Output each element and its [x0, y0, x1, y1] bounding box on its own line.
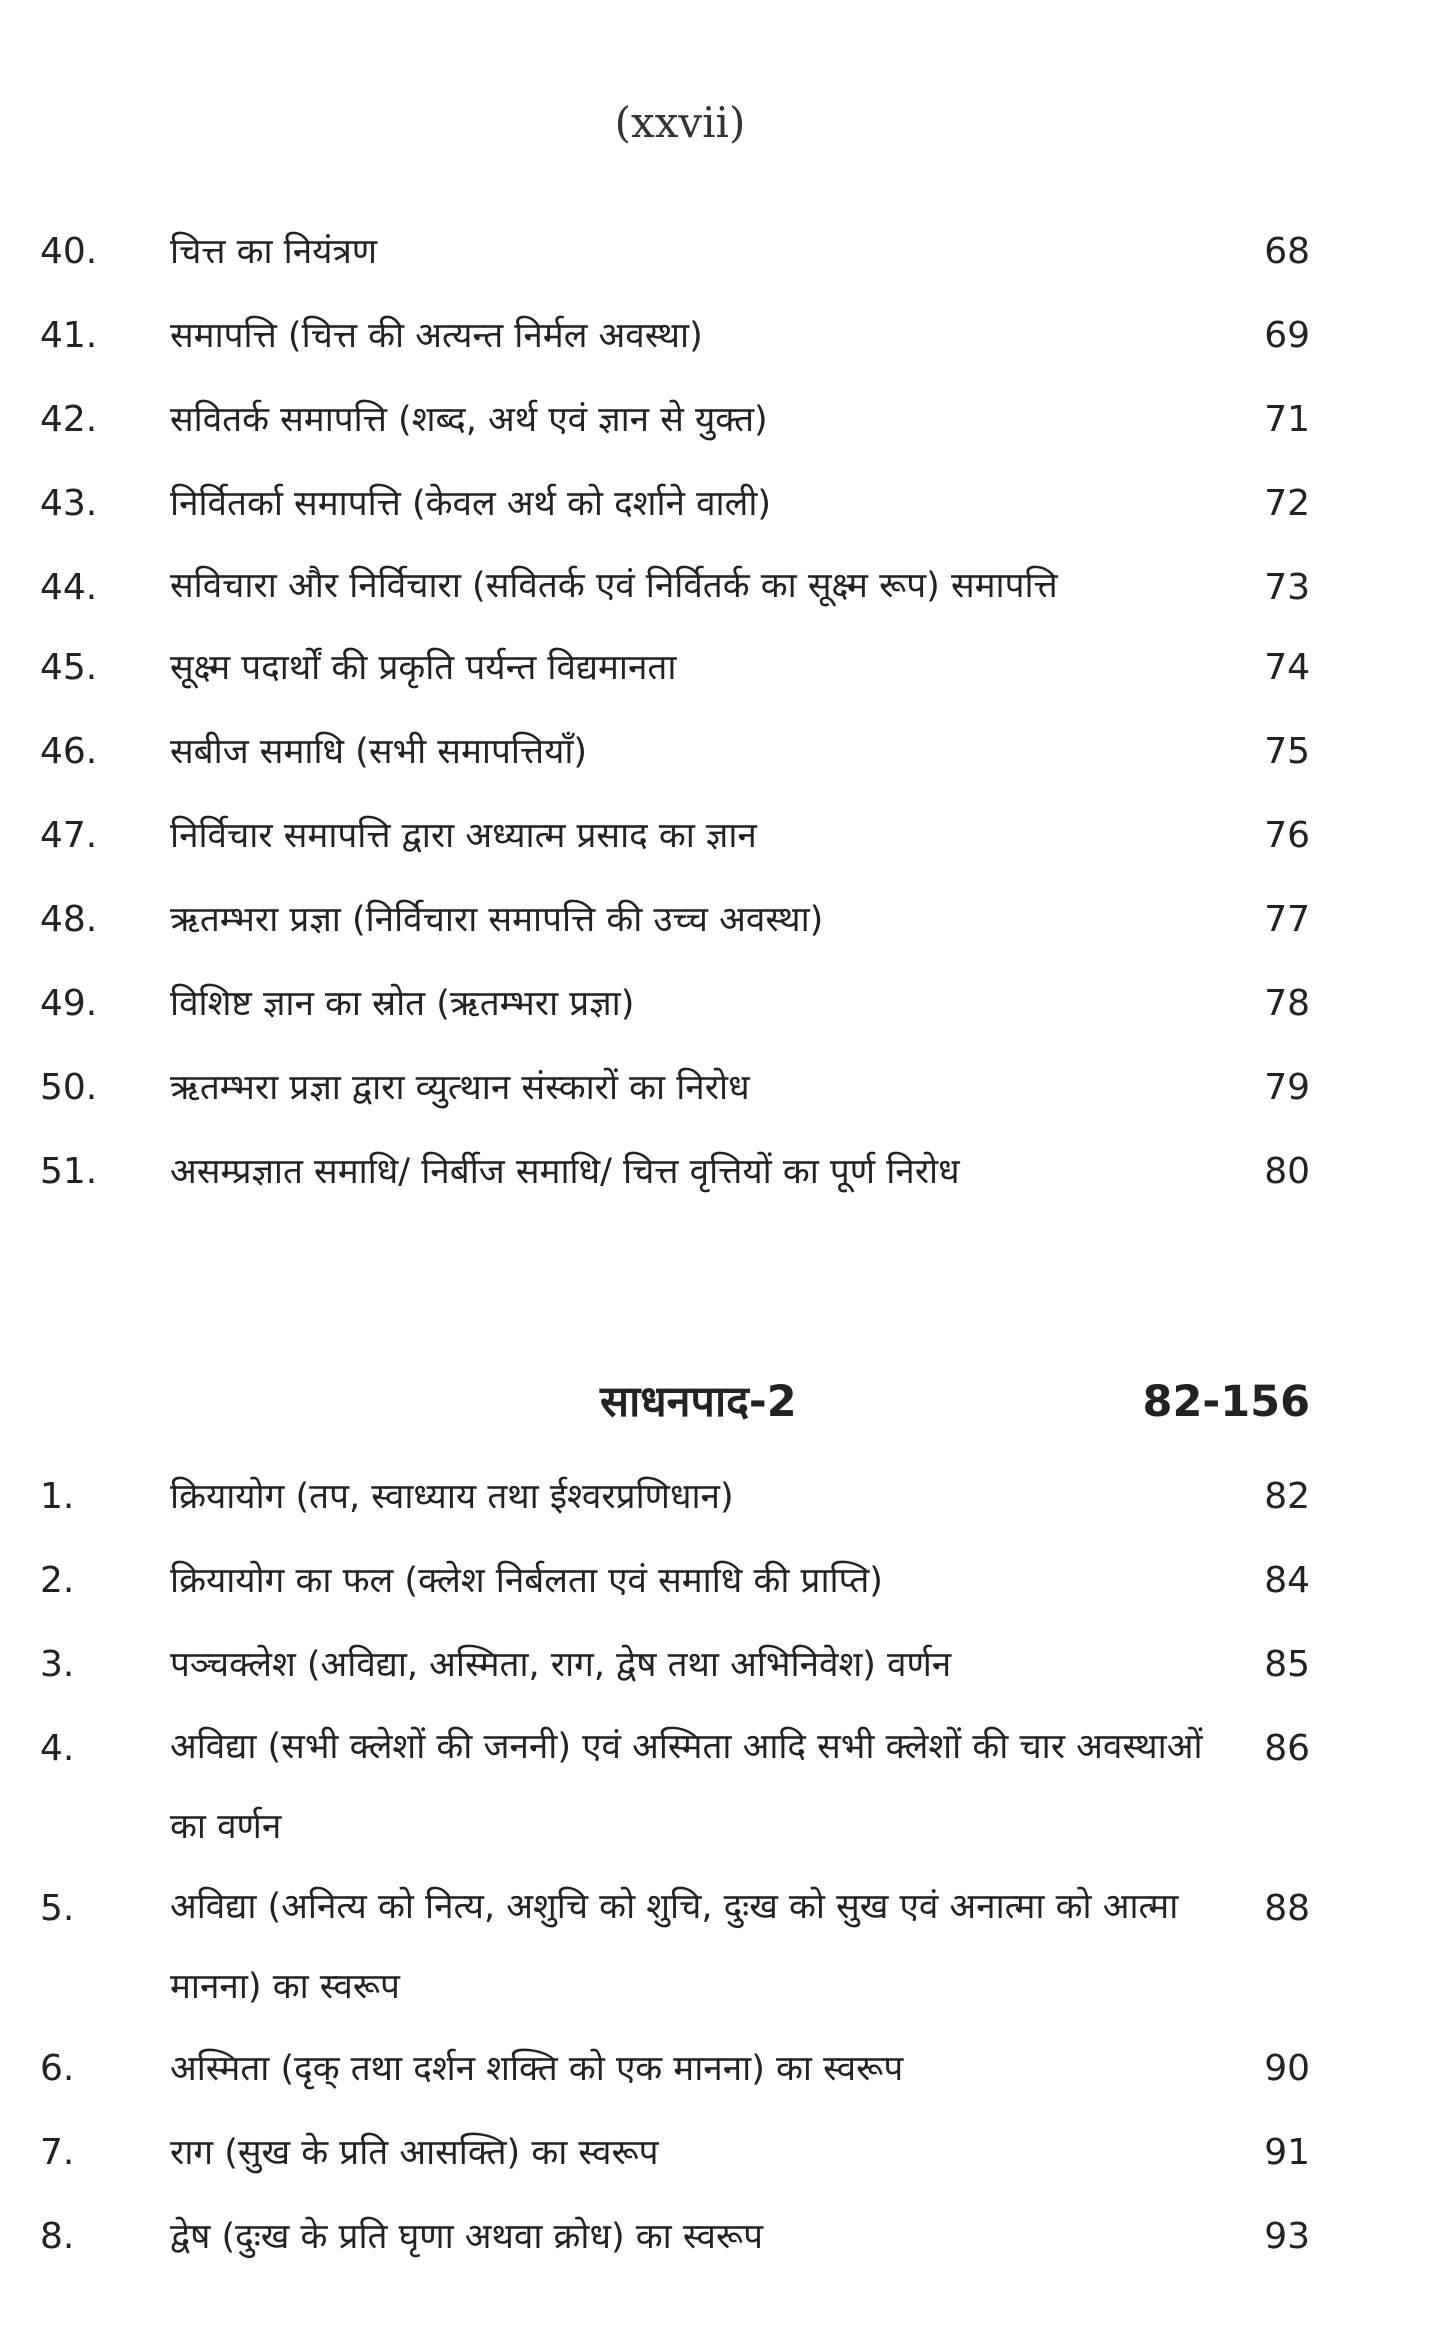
- entry-number: 48.: [40, 899, 98, 940]
- entry-number: 44.: [40, 567, 98, 608]
- entry-title: सवितर्क समापत्ति (शब्द, अर्थ एवं ज्ञान से युक्त): [170, 400, 768, 440]
- page-number: (xxvii): [614, 98, 746, 147]
- toc-list-part1: [40, 210, 1330, 1214]
- entry-page: 80: [1264, 1151, 1310, 1192]
- entry-title: सविचारा और निर्विचारा (सवितर्क एवं निर्वितर्क का सूक्ष्म रूप) समापत्ति: [170, 566, 1058, 606]
- entry-page: 75: [1264, 731, 1310, 772]
- toc-entry: [40, 878, 1330, 962]
- entry-page: 78: [1264, 983, 1310, 1024]
- entry-number: 4.: [40, 1728, 75, 1769]
- entry-number: 40.: [40, 231, 98, 272]
- entry-title: द्वेष (दुःख के प्रति घृणा अथवा क्रोध) का स्वरूप: [170, 2217, 764, 2257]
- toc-entry: [40, 2027, 1330, 2111]
- entry-title: अविद्या (अनित्य को नित्य, अशुचि को शुचि, दुःख को सुख एवं अनात्मा को आत्मा मानना) का स्वरूप: [170, 1887, 1179, 2007]
- entry-title: असम्प्रज्ञात समाधि/ निर्बीज समाधि/ चित्त वृत्तियों का पूर्ण निरोध: [170, 1152, 960, 1192]
- entry-title: अस्मिता (दृक् तथा दर्शन शक्ति को एक मानना) का स्वरूप: [170, 2049, 904, 2089]
- entry-number: 43.: [40, 483, 98, 524]
- entry-number: 41.: [40, 315, 98, 356]
- entry-title: क्रियायोग का फल (क्लेश निर्बलता एवं समाधि की प्राप्ति): [170, 1561, 883, 1601]
- entry-number: 7.: [40, 2132, 75, 2173]
- entry-page: 71: [1264, 399, 1310, 440]
- section-page-range: 82-156: [1142, 1377, 1310, 1427]
- toc-entry: [40, 626, 1330, 710]
- entry-title: सबीज समाधि (सभी समापत्तियाँ): [170, 732, 588, 772]
- entry-page: 84: [1264, 1560, 1310, 1601]
- toc-list-part2: [40, 1455, 1330, 2279]
- entry-number: 2.: [40, 1560, 75, 1601]
- toc-entry: [40, 546, 1330, 626]
- toc-entry: [40, 1455, 1330, 1539]
- entry-title: क्रियायोग (तप, स्वाध्याय तथा ईश्वरप्रणिधान): [170, 1477, 734, 1517]
- section-title: साधनपाद-2: [600, 1377, 797, 1427]
- entry-title: निर्विचार समापत्ति द्वारा अध्यात्म प्रसाद का ज्ञान: [170, 816, 757, 856]
- entry-number: 49.: [40, 983, 98, 1024]
- toc-entry: [40, 1707, 1330, 1867]
- entry-number: 45.: [40, 647, 98, 688]
- entry-page: 69: [1264, 315, 1310, 356]
- toc-entry: [40, 710, 1330, 794]
- toc-entry: [40, 378, 1330, 462]
- entry-number: 46.: [40, 731, 98, 772]
- entry-page: 85: [1264, 1644, 1310, 1685]
- entry-number: 5.: [40, 1888, 75, 1929]
- toc-entry: [40, 794, 1330, 878]
- toc-entry: [40, 1539, 1330, 1623]
- entry-title: समापत्ति (चित्त की अत्यन्त निर्मल अवस्था): [170, 316, 703, 356]
- entry-page: 79: [1264, 1067, 1310, 1108]
- entry-page: 86: [1264, 1728, 1310, 1769]
- toc-entry: [40, 1130, 1330, 1214]
- entry-title: पञ्चक्लेश (अविद्या, अस्मिता, राग, द्वेष तथा अभिनिवेश) वर्णन: [170, 1645, 952, 1685]
- entry-title: चित्त का नियंत्रण: [170, 232, 378, 272]
- entry-page: 76: [1264, 815, 1310, 856]
- entry-page: 68: [1264, 231, 1310, 272]
- entry-title: विशिष्ट ज्ञान का स्रोत (ऋतम्भरा प्रज्ञा): [170, 984, 635, 1024]
- entry-title: राग (सुख के प्रति आसक्ति) का स्वरूप: [170, 2133, 659, 2173]
- entry-number: 47.: [40, 815, 98, 856]
- entry-page: 88: [1264, 1888, 1310, 1929]
- entry-number: 6.: [40, 2048, 75, 2089]
- toc-entry: [40, 294, 1330, 378]
- entry-number: 51.: [40, 1151, 98, 1192]
- toc-entry: [40, 1046, 1330, 1130]
- entry-page: 73: [1264, 567, 1310, 608]
- toc-entry: [40, 1623, 1330, 1707]
- toc-entry: [40, 2111, 1330, 2195]
- entry-number: 3.: [40, 1644, 75, 1685]
- entry-number: 42.: [40, 399, 98, 440]
- entry-title: सूक्ष्म पदार्थों की प्रकृति पर्यन्त विद्यमानता: [170, 648, 677, 688]
- entry-title: ऋतम्भरा प्रज्ञा द्वारा व्युत्थान संस्कारों का निरोध: [170, 1068, 750, 1108]
- entry-page: 82: [1264, 1476, 1310, 1517]
- entry-page: 72: [1264, 483, 1310, 524]
- entry-page: 74: [1264, 647, 1310, 688]
- entry-page: 91: [1264, 2132, 1310, 2173]
- entry-title: अविद्या (सभी क्लेशों की जननी) एवं अस्मिता आदि सभी क्लेशों की चार अवस्थाओं का वर्णन: [170, 1727, 1203, 1847]
- toc-entry: [40, 210, 1330, 294]
- section-header: [40, 1362, 1330, 1442]
- entry-number: 8.: [40, 2216, 75, 2257]
- entry-page: 90: [1264, 2048, 1310, 2089]
- entry-title: ऋतम्भरा प्रज्ञा (निर्विचारा समापत्ति की उच्च अवस्था): [170, 900, 824, 940]
- entry-number: 50.: [40, 1067, 98, 1108]
- toc-entry: [40, 962, 1330, 1046]
- toc-entry: [40, 1867, 1330, 2027]
- entry-title: निर्वितर्का समापत्ति (केवल अर्थ को दर्शाने वाली): [170, 484, 772, 524]
- toc-entry: [40, 2195, 1330, 2279]
- entry-page: 93: [1264, 2216, 1310, 2257]
- entry-page: 77: [1264, 899, 1310, 940]
- entry-number: 1.: [40, 1476, 75, 1517]
- toc-entry: [40, 462, 1330, 546]
